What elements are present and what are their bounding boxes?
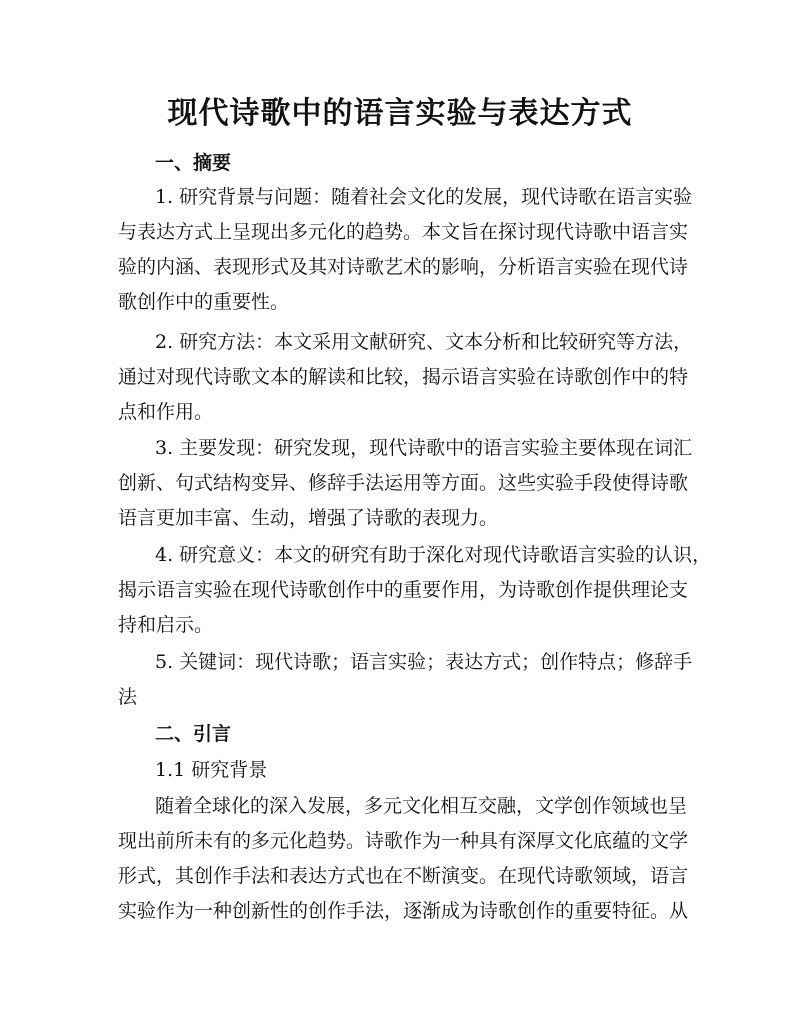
paragraph-line: 与表达方式上呈现出多元化的趋势。本文旨在探讨现代诗歌中语言实 bbox=[118, 221, 689, 243]
section-heading-abstract: 一、摘要 bbox=[155, 152, 232, 174]
section-heading-introduction: 二、引言 bbox=[155, 723, 232, 745]
paragraph-line: 随着全球化的深入发展，多元文化相互交融，文学创作领域也呈 bbox=[155, 795, 688, 817]
paragraph-line: 创新、句式结构变异、修辞手法运用等方面。这些实验手段使得诗歌 bbox=[118, 472, 689, 494]
paragraph-line: 1. 研究背景与问题：随着社会文化的发展，现代诗歌在语言实验 bbox=[155, 186, 693, 208]
paragraph-line: 5. 关键词：现代诗歌；语言实验；表达方式；创作特点；修辞手 bbox=[155, 651, 693, 673]
paragraph-line: 通过对现代诗歌文本的解读和比较，揭示语言实验在诗歌创作中的特 bbox=[118, 366, 689, 388]
paragraph-line: 验的内涵、表现形式及其对诗歌艺术的影响，分析语言实验在现代诗 bbox=[118, 256, 689, 278]
paragraph-line: 法 bbox=[118, 686, 138, 708]
paragraph-line: 2. 研究方法：本文采用文献研究、文本分析和比较研究等方法， bbox=[155, 331, 693, 353]
paragraph-line: 4. 研究意义：本文的研究有助于深化对现代诗歌语言实验的认识， bbox=[155, 544, 712, 566]
paragraph-line: 实验作为一种创新性的创作手法，逐渐成为诗歌创作的重要特征。从 bbox=[118, 900, 689, 922]
paragraph-line: 揭示语言实验在现代诗歌创作中的重要作用，为诗歌创作提供理论支 bbox=[118, 579, 689, 601]
paragraph-line: 3. 主要发现：研究发现，现代诗歌中的语言实验主要体现在词汇 bbox=[155, 437, 693, 459]
paragraph-line: 语言更加丰富、生动，增强了诗歌的表现力。 bbox=[118, 507, 499, 529]
subsection-heading: 1.1 研究背景 bbox=[155, 759, 268, 781]
paragraph-line: 歌创作中的重要性。 bbox=[118, 291, 290, 313]
paragraph-line: 形式，其创作手法和表达方式也在不断演变。在现代诗歌领域，语言 bbox=[118, 865, 689, 887]
document-title: 现代诗歌中的语言实验与表达方式 bbox=[167, 96, 633, 131]
paragraph-line: 持和启示。 bbox=[118, 614, 214, 636]
paragraph-line: 现出前所未有的多元化趋势。诗歌作为一种具有深厚文化底蕴的文学 bbox=[118, 830, 689, 852]
paragraph-line: 点和作用。 bbox=[118, 401, 214, 423]
